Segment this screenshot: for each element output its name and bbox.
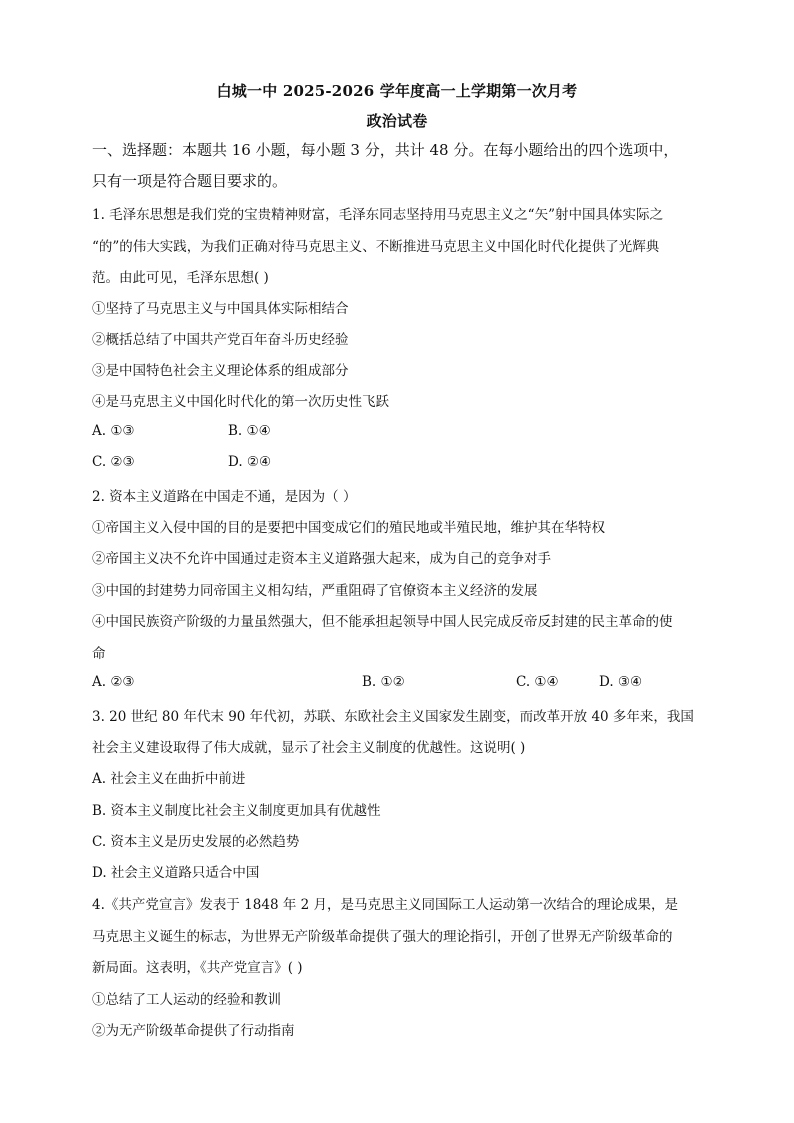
q2-item-3: ③中国的封建势力同帝国主义相勾结，严重阻碍了官僚资本主义经济的发展 (92, 583, 538, 599)
q1-item-2: ②概括总结了中国共产党百年奋斗历史经验 (92, 332, 349, 348)
q2-item-2: ②帝国主义决不允许中国通过走资本主义道路强大起来，成为自己的竞争对手 (92, 551, 551, 567)
q2-option-a: A. ②③ (92, 674, 135, 690)
q2-stem: 2. 资本主义道路在中国走不通，是因为（ ） (92, 489, 357, 505)
q1-stem-line2: “的”的伟大实践，为我们正确对待马克思主义、不断推进马克思主义中国化时代化提供了光辉典 (92, 239, 660, 255)
q1-stem-line3: 范。由此可见，毛泽东思想( ) (92, 270, 269, 286)
q3-option-d: D. 社会主义道路只适合中国 (92, 865, 260, 881)
q4-stem-line2: 马克思主义诞生的标志，为世界无产阶级革命提供了强大的理论指引，开创了世界无产阶级革命的 (92, 929, 673, 945)
q2-item-4: ④中国民族资产阶级的力量虽然强大，但不能承担起领导中国人民完成反帝反封建的民主革命的使 (92, 614, 673, 630)
q3-option-b: B. 资本主义制度比社会主义制度更加具有优越性 (92, 803, 381, 819)
q4-stem-line1: 4.《共产党宣言》发表于 1848 年 2 月，是马克思主义同国际工人运动第一次结合的理论成果，是 (92, 897, 678, 913)
q3-stem-line2: 社会主义建设取得了伟大成就，显示了社会主义制度的优越性。这说明( ) (92, 740, 526, 756)
exam-subtitle: 政治试卷 (366, 112, 428, 130)
section-instruction-line2: 只有一项是符合题目要求的。 (92, 172, 288, 190)
q1-item-4: ④是马克思主义中国化时代化的第一次历史性飞跃 (92, 394, 389, 410)
q2-option-c: C. ①④ (516, 674, 559, 690)
q1-option-a: A. ①③ (92, 423, 135, 439)
q1-item-3: ③是中国特色社会主义理论体系的组成部分 (92, 363, 349, 379)
q1-stem-line1: 1. 毛泽东思想是我们党的宝贵精神财富，毛泽东同志坚持用马克思主义之“矢”射中国具体实际之 (92, 207, 663, 223)
section-instruction-line1: 一、选择题：本题共 16 小题，每小题 3 分，共计 48 分。在每小题给出的四个选项中， (92, 141, 679, 159)
q2-item-1: ①帝国主义入侵中国的目的是要把中国变成它们的殖民地或半殖民地，维护其在华特权 (92, 520, 605, 536)
q1-option-b: B. ①④ (228, 423, 271, 439)
exam-title: 白城一中 2025-2026 学年度高一上学期第一次月考 (216, 82, 578, 100)
q3-stem-line1: 3. 20 世纪 80 年代末 90 年代初，苏联、东欧社会主义国家发生剧变，而改革开放 40 多年来，我国 (92, 709, 694, 725)
q3-option-c: C. 资本主义是历史发展的必然趋势 (92, 834, 300, 850)
q1-option-d: D. ②④ (228, 454, 272, 470)
q1-item-1: ①坚持了马克思主义与中国具体实际相结合 (92, 301, 349, 317)
q4-stem-line3: 新局面。这表明，《共产党宣言》( ) (92, 960, 303, 976)
q2-option-b: B. ①② (362, 674, 405, 690)
q3-option-a: A. 社会主义在曲折中前进 (92, 771, 246, 787)
q2-item-4-continued: 命 (92, 646, 106, 662)
q4-item-1: ①总结了工人运动的经验和教训 (92, 992, 281, 1008)
q1-option-c: C. ②③ (92, 454, 135, 470)
q2-option-d: D. ③④ (599, 674, 643, 690)
q4-item-2: ②为无产阶级革命提供了行动指南 (92, 1023, 295, 1039)
